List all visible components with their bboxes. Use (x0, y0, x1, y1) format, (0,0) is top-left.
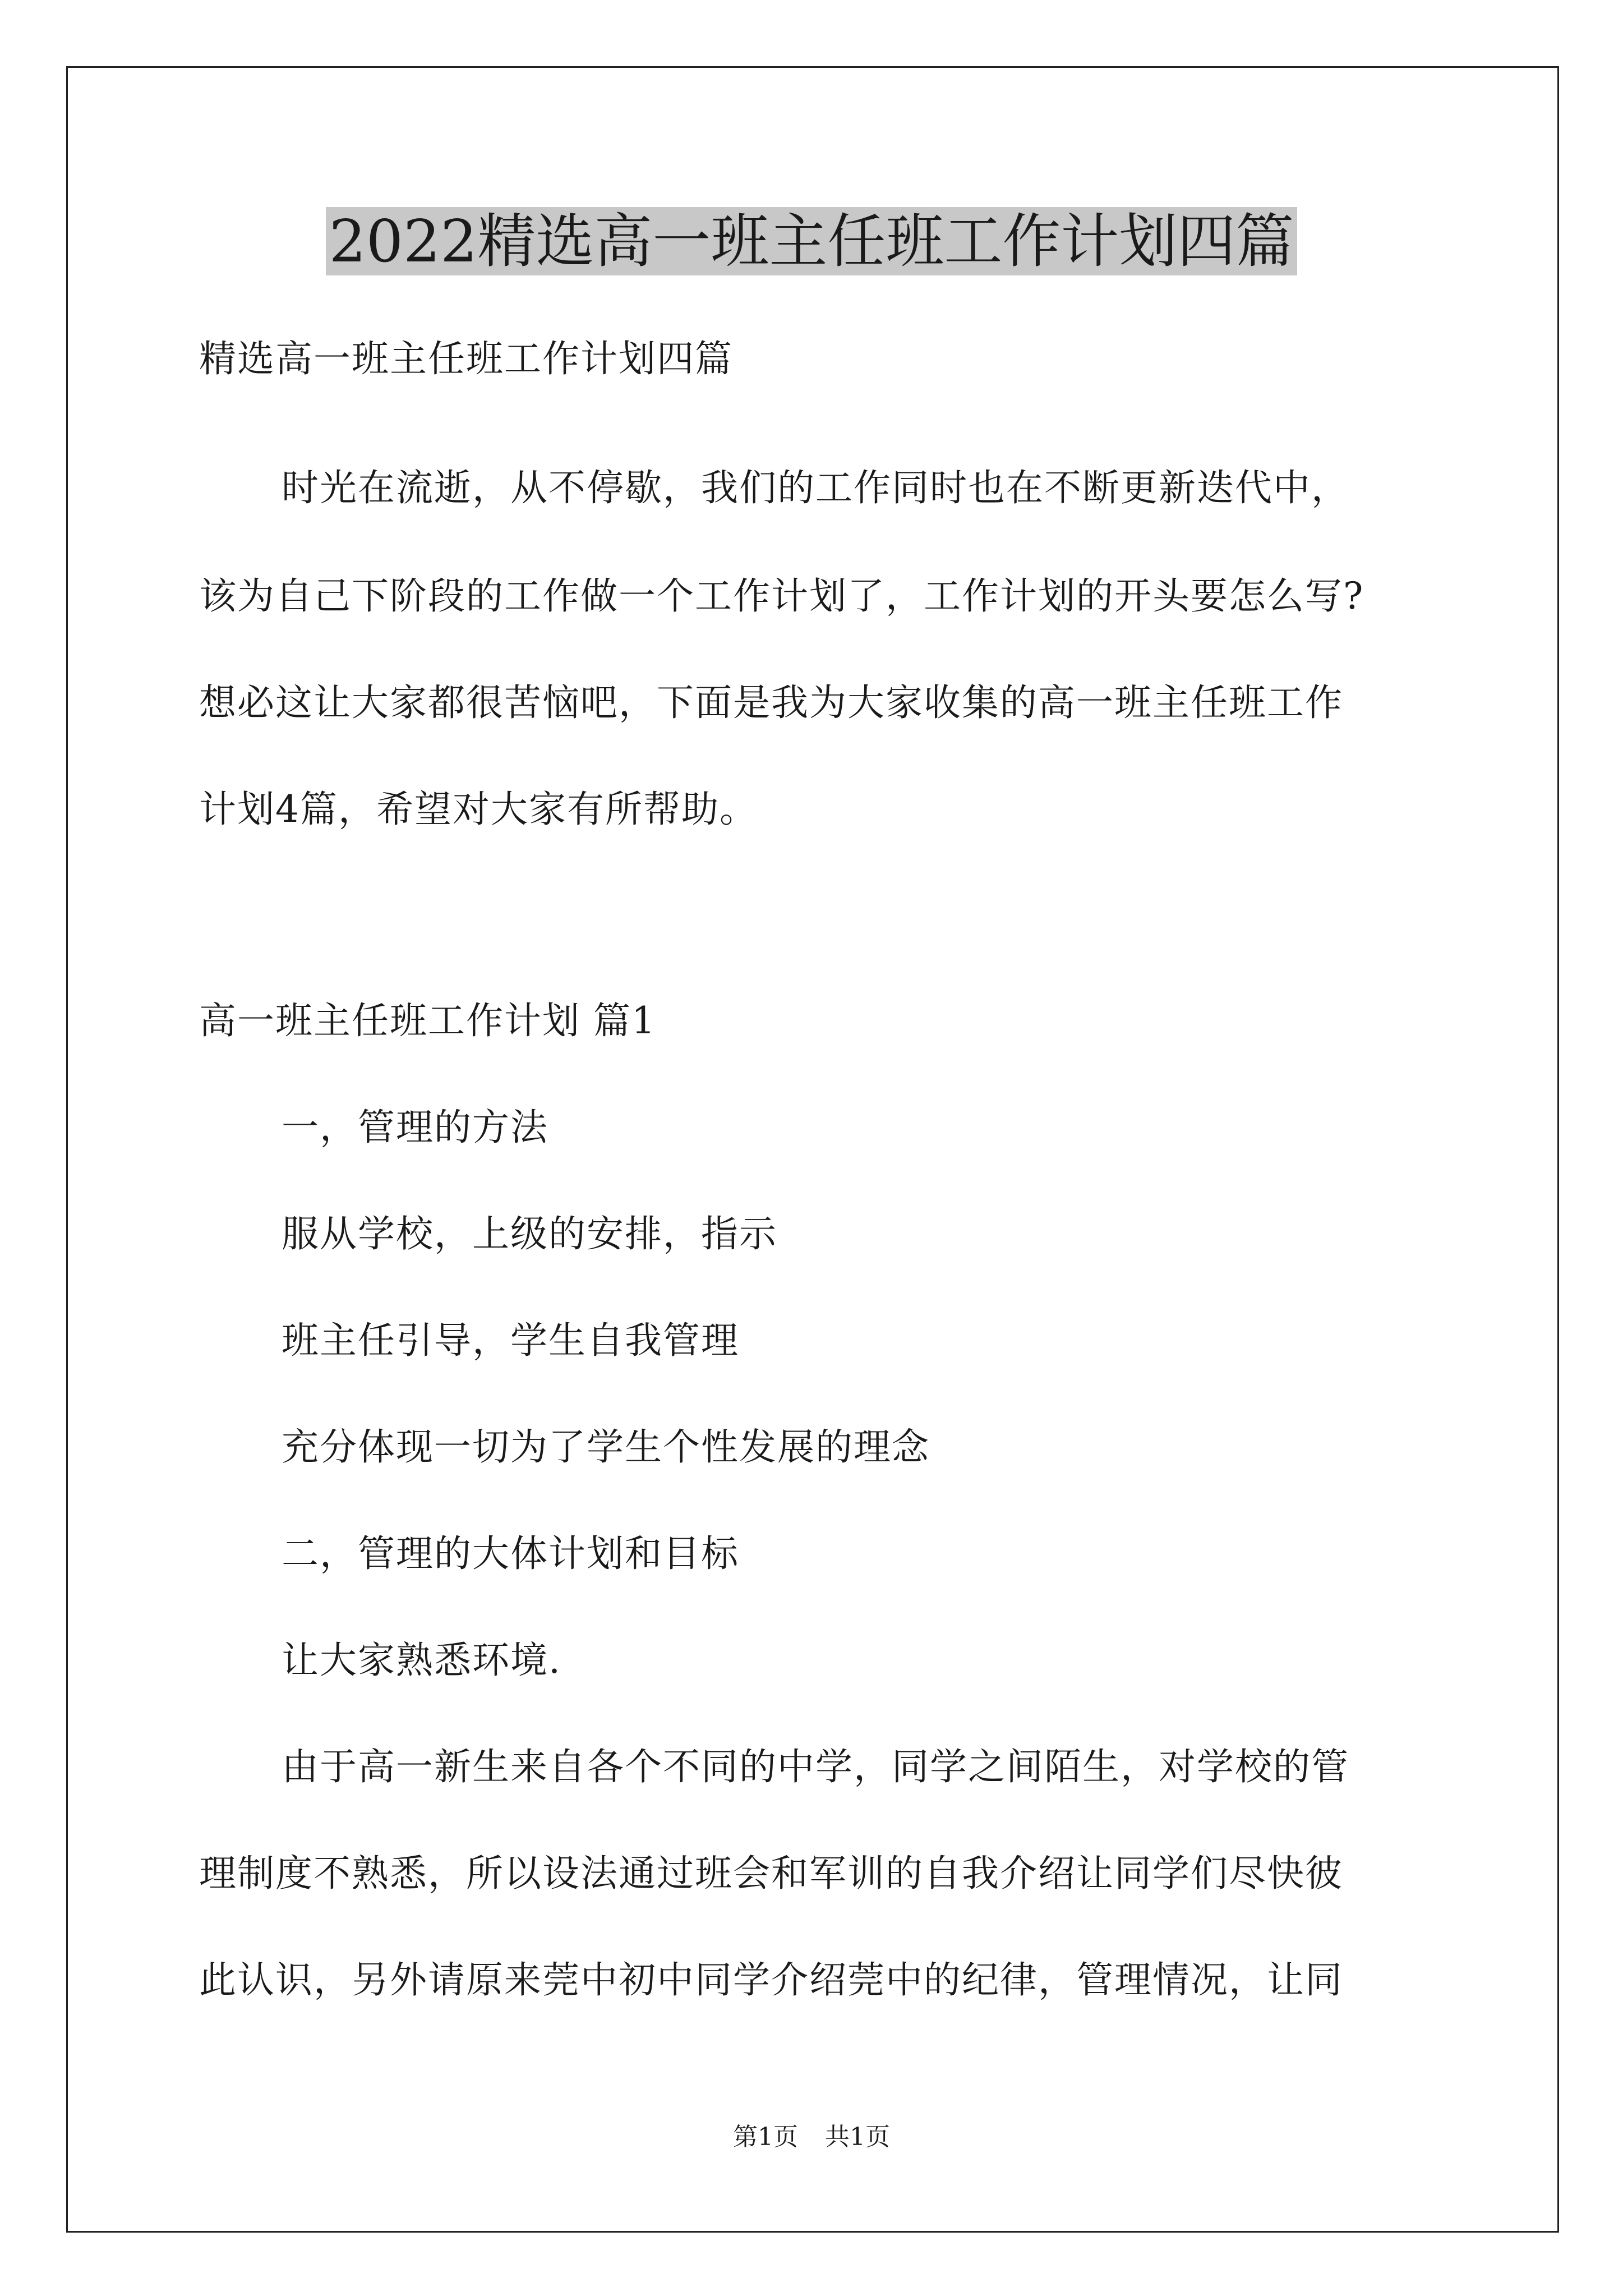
item-heading-1: 一，管理的方法 (282, 1106, 548, 1149)
subtitle-line: 精选高一班主任班工作计划四篇 (199, 337, 733, 380)
body-line: 充分体现一切为了学生个性发展的理念 (282, 1425, 930, 1469)
document-title-text: 2022精选高一班主任班工作计划四篇 (326, 207, 1298, 275)
body-line: 服从学校，上级的安排，指示 (282, 1212, 777, 1255)
body-line: 让大家熟悉环境. (282, 1639, 561, 1682)
item-heading-2: 二，管理的大体计划和目标 (282, 1532, 739, 1575)
page-total: 共1页 (825, 2123, 890, 2151)
intro-line-3: 想必这让大家都很苦恼吧，下面是我为大家收集的高一班主任班工作 (199, 681, 1343, 724)
body-line: 此认识，另外请原来莞中初中同学介绍莞中的纪律，管理情况，让同 (199, 1958, 1343, 2001)
intro-line-1: 时光在流逝，从不停歇，我们的工作同时也在不断更新迭代中， (282, 466, 1349, 509)
intro-line-4: 计划4篇，希望对大家有所帮助。 (199, 788, 758, 831)
page-number: 第1页 (733, 2123, 798, 2151)
body-line: 由于高一新生来自各个不同的中学，同学之间陌生，对学校的管 (282, 1745, 1349, 1788)
section-heading: 高一班主任班工作计划 篇1 (199, 999, 656, 1042)
body-line: 班主任引导，学生自我管理 (282, 1319, 739, 1362)
document-title (0, 202, 1623, 280)
page-footer (0, 2120, 1623, 2154)
body-line: 理制度不熟悉，所以设法通过班会和军训的自我介绍让同学们尽快彼 (199, 1852, 1343, 1895)
intro-line-2: 该为自己下阶段的工作做一个工作计划了，工作计划的开头要怎么写? (199, 574, 1364, 618)
